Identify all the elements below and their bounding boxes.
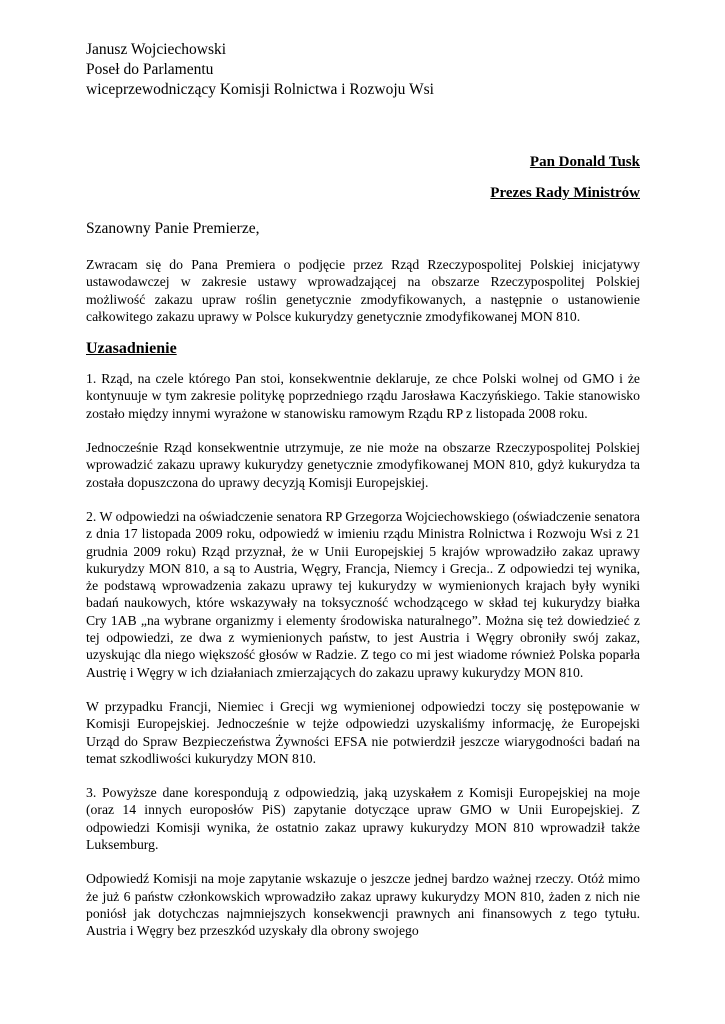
sender-name: Janusz Wojciechowski <box>86 41 227 58</box>
body-paragraph: 3. Powyższe dane korespondują z odpowiedzią, jaką uzyskałem z Komisji Europejskiej na moje (oraz 14 innych europosłów PiS) zapytanie dotyczące upraw GMO w Unii Europejskiej. Z odpowiedzi Komisji wynika, że ostatnio zakaz uprawy kukurydzy MON 810 wprowadził także Luksemburg. <box>86 785 640 853</box>
greeting: Szanowny Panie Premierze, <box>86 220 260 237</box>
body-paragraph: Odpowiedź Komisji na moje zapytanie wskazuje o jeszcze jednej bardzo ważnej rzeczy. Otóż mimo że już 6 państw członkowskich wprowadziło zakaz uprawy kukurydzy MON 810, żaden z nich nie poniósł jak dotychczas najmniejszych konsekwencji prawnych ani finansowych z tego tytułu. Austria i Węgry bez przeszkód uzyskały dla obrony swojego <box>86 871 640 939</box>
body-paragraph: W przypadku Francji, Niemiec i Grecji wg wymienionej odpowiedzi toczy się postępowanie w Komisji Europejskiej. Jednocześnie w tejże odpowiedzi uzyskaliśmy informację, że Europejski Urząd do Spraw Bezpieczeństwa Żywności EFSA nie potwierdził jeszcze wiarygodności badań na temat szkodliwości kukurydzy MON 810. <box>86 698 640 766</box>
recipient-name: Pan Donald Tusk <box>529 154 640 170</box>
recipient-title: Prezes Rady Ministrów <box>490 185 640 201</box>
sender-block <box>86 40 640 100</box>
section-heading: Uzasadnienie <box>86 340 177 358</box>
sender-role: wiceprzewodniczący Komisji Rolnictwa i Rozwoju Wsi <box>86 81 434 98</box>
body-paragraph: 2. W odpowiedzi na oświadczenie senatora RP Grzegorza Wojciechowskiego (oświadczenie senatora z dnia 17 listopada 2009 roku, odpowiedź w imieniu rządu Ministra Rolnictwa i Rozwoju Wsi z 21 grudnia 2009 roku) Rząd przyznał, że w Unii Europejskiej 5 krajów wprowadziło zakaz uprawy kukurydzy MON 810, a są to Austria, Węgry, Francja, Niemcy i Grecja.. Z odpowiedzi tej wynika, że podstawą wprowadzenia zakazu uprawy tej kukurydzy w wymienionych krajach były wyniki badań naukowych, które wskazywały na toksyczność wchodzącego w skład tej kukurydzy białka Cry 1AB „na wybrane organizmy i elementy środowiska naturalnego”. Można się też dowiedzieć z tej odpowiedzi, ze dwa z wymienionych państw, to jest Austria i Węgry obroniły swój zakaz, uzyskując dla niego większość głosów w Radzie. Z tego co mi jest wiadome również Polska poparła Austrię i Węgry w ich działaniach zmierzających do zakazu uprawy kukurydzy MON 810. <box>86 508 640 680</box>
intro-paragraph: Zwracam się do Pana Premiera o podjęcie przez Rząd Rzeczypospolitej Polskiej inicjatywy ustawodawczej w zakresie ustawy wprowadzającej na obszarze Rzeczypospolitej Polskiej możliwość zakazu upraw roślin genetycznie zmodyfikowanych, a następnie o ustanowienie całkowitego zakazu uprawy w Polsce kukurydzy genetycznie zmodyfikowanej MON 810. <box>86 257 640 324</box>
body-paragraph: 1. Rząd, na czele którego Pan stoi, konsekwentnie deklaruje, ze chce Polski wolnej od GMO i że kontynuuje w tym zakresie politykę poprzedniego rządu Jarosława Kaczyńskiego. Takie stanowisko zostało między innymi wyrażone w stanowisku ramowym Rządu RP z listopada 2008 roku. <box>86 371 640 421</box>
sender-title: Poseł do Parlamentu <box>86 61 214 78</box>
letter-page <box>86 40 640 940</box>
body-paragraph: Jednocześnie Rząd konsekwentnie utrzymuje, ze nie może na obszarze Rzeczypospolitej Polskiej wprowadzić zakazu uprawy kukurydzy genetycznie zmodyfikowanej MON 810, gdyż kukurydza ta została dopuszczona do uprawy decyzją Komisji Europejskiej. <box>86 440 640 490</box>
